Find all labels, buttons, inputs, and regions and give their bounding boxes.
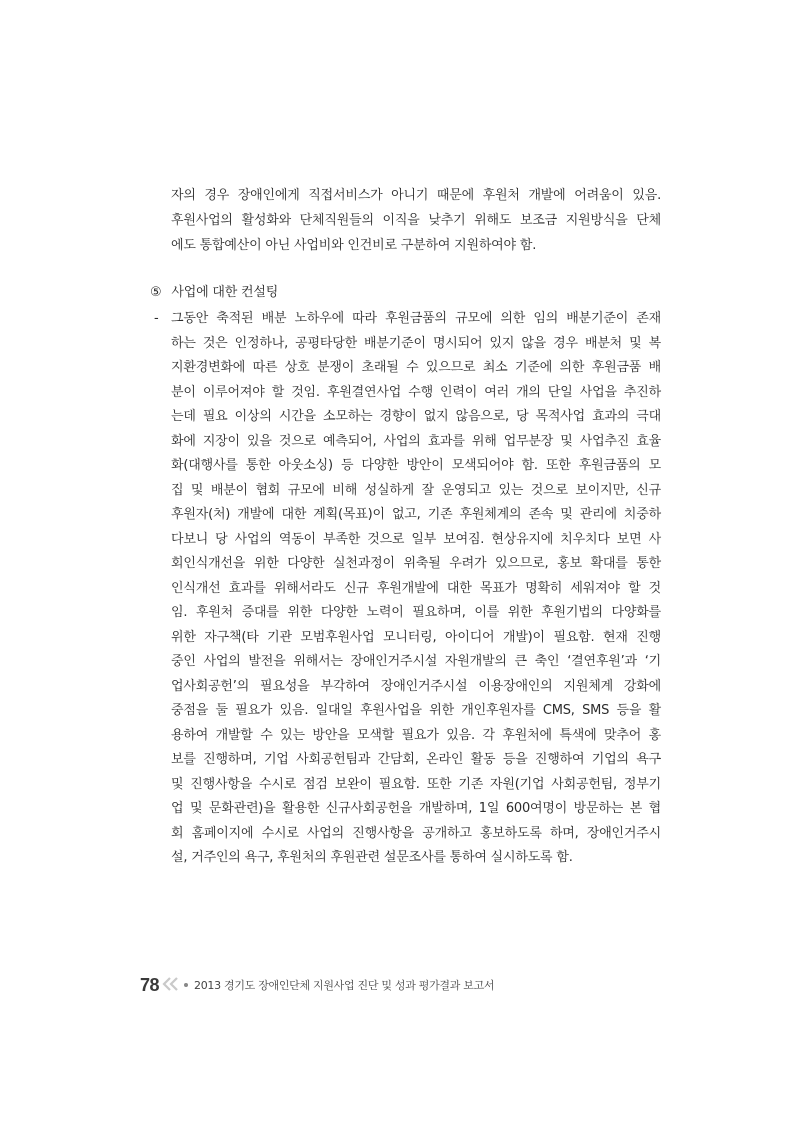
section-number: ⑤ (150, 285, 162, 300)
paragraph-line: 는데 필요 이상의 시간을 소모하는 경향이 없지 않음으로, 당 목적사업 효과의 극대 (171, 409, 661, 424)
paragraph-line: 화(대행사를 통한 아웃소싱) 등 다양한 방안이 모색되어야 함. 또한 후원금품의 모 (171, 458, 661, 473)
paragraph-line: 및 진행사항을 수시로 점검 보완이 필요함. 또한 기존 자원(기업 사회공헌팀, 정부기 (171, 777, 661, 792)
paragraph-line: 집 및 배분이 협회 규모에 비해 성실하게 잘 운영되고 있는 것으로 보이지만, 신규 (171, 483, 661, 498)
paragraph-line: 지환경변화에 따른 상호 분쟁이 초래될 수 있으므로 최소 기준에 의한 후원금품 배 (171, 360, 661, 375)
paragraph-line: 하는 것은 인정하나, 공평타당한 배분기준이 명시되어 있지 않을 경우 배분처 및 복 (171, 336, 661, 351)
paragraph-line: 업 및 문화관련)을 활용한 신규사회공헌을 개발하며, 1일 600여명이 방문하는 본 협 (171, 801, 661, 816)
paragraph-line: 설, 거주인의 욕구, 후원처의 후원관련 설문조사를 통하여 실시하도록 함. (171, 850, 573, 865)
paragraph-line: 보를 진행하며, 기업 사회공헌팀과 간담회, 온라인 활동 등을 진행하여 기업의 욕구 (171, 752, 661, 767)
paragraph-line: 회인식개선을 위한 다양한 실천과정이 위축될 우려가 있으므로, 홍보 확대를 통한 (171, 556, 661, 571)
paragraph-line: 그동안 축적된 배분 노하우에 따라 후원금품의 규모에 의한 임의 배분기준이 존재 (171, 311, 661, 326)
paragraph-line: 분이 이루어져야 할 것임. 후원결연사업 수행 인력이 여러 개의 단일 사업을 추진하 (171, 385, 661, 400)
report-title: 2013 경기도 장애인단체 지원사업 진단 및 성과 평가결과 보고서 (194, 979, 495, 992)
paragraph-line: 다보니 당 사업의 역동이 부족한 것으로 일부 보여짐. 현상유지에 치우치다 보면 사 (171, 532, 661, 547)
paragraph-line: 용하여 개발할 수 있는 방안을 모색할 필요가 있음. 각 후원처에 특색에 맞추어 홍 (171, 728, 661, 743)
section-heading (150, 283, 278, 303)
paragraph-line: 중점을 둘 필요가 있음. 일대일 후원사업을 위한 개인후원자를 CMS, SMS 등을 활 (171, 703, 661, 718)
section-title: 사업에 대한 컨설팅 (171, 285, 279, 300)
intro-line: 자의 경우 장애인에게 직접서비스가 아니기 때문에 후원처 개발에 어려움이 있음. (171, 188, 661, 203)
bullet-dash: - (154, 311, 159, 326)
paragraph-line: 인식개선 효과를 위해서라도 신규 후원개발에 대한 목표가 명확히 세워져야 할 것 (171, 581, 661, 596)
page-number: 78 (140, 974, 160, 995)
paragraph-line: 임. 후원처 증대를 위한 다양한 노력이 필요하며, 이를 위한 후원기법의 다양화를 (171, 605, 661, 620)
paragraph-line: 회 홈페이지에 수시로 사업의 진행사항을 공개하고 홍보하도록 하며, 장애인거주시 (171, 826, 661, 841)
paragraph-line: 중인 사업의 발전을 위해서는 장애인거주시설 자원개발의 큰 축인 ‘결연후원’과 ‘기 (171, 654, 661, 669)
page-footer (140, 972, 494, 998)
intro-line: 에도 통합예산이 아닌 사업비와 인건비로 구분하여 지원하여야 함. (171, 238, 537, 253)
double-chevron-icon (162, 976, 180, 995)
intro-line: 후원사업의 활성화와 단체직원들의 이직을 낮추기 위해도 보조금 지원방식을 단체 (171, 213, 661, 228)
paragraph-line: 업사회공헌’의 필요성을 부각하여 장애인거주시설 이용장애인의 지원체계 강화에 (171, 679, 661, 694)
paragraph-line: 화에 지장이 있을 것으로 예측되어, 사업의 효과를 위해 업무분장 및 사업추진 효율 (171, 434, 661, 449)
bullet-dot-icon (184, 983, 188, 987)
paragraph-line: 후원자(처) 개발에 대한 계획(목표)이 없고, 기존 후원체계의 존속 및 관리에 치중하 (171, 507, 661, 522)
paragraph-line: 위한 자구책(타 기관 모범후원사업 모니터링, 아이디어 개발)이 필요함. 현재 진행 (171, 630, 661, 645)
